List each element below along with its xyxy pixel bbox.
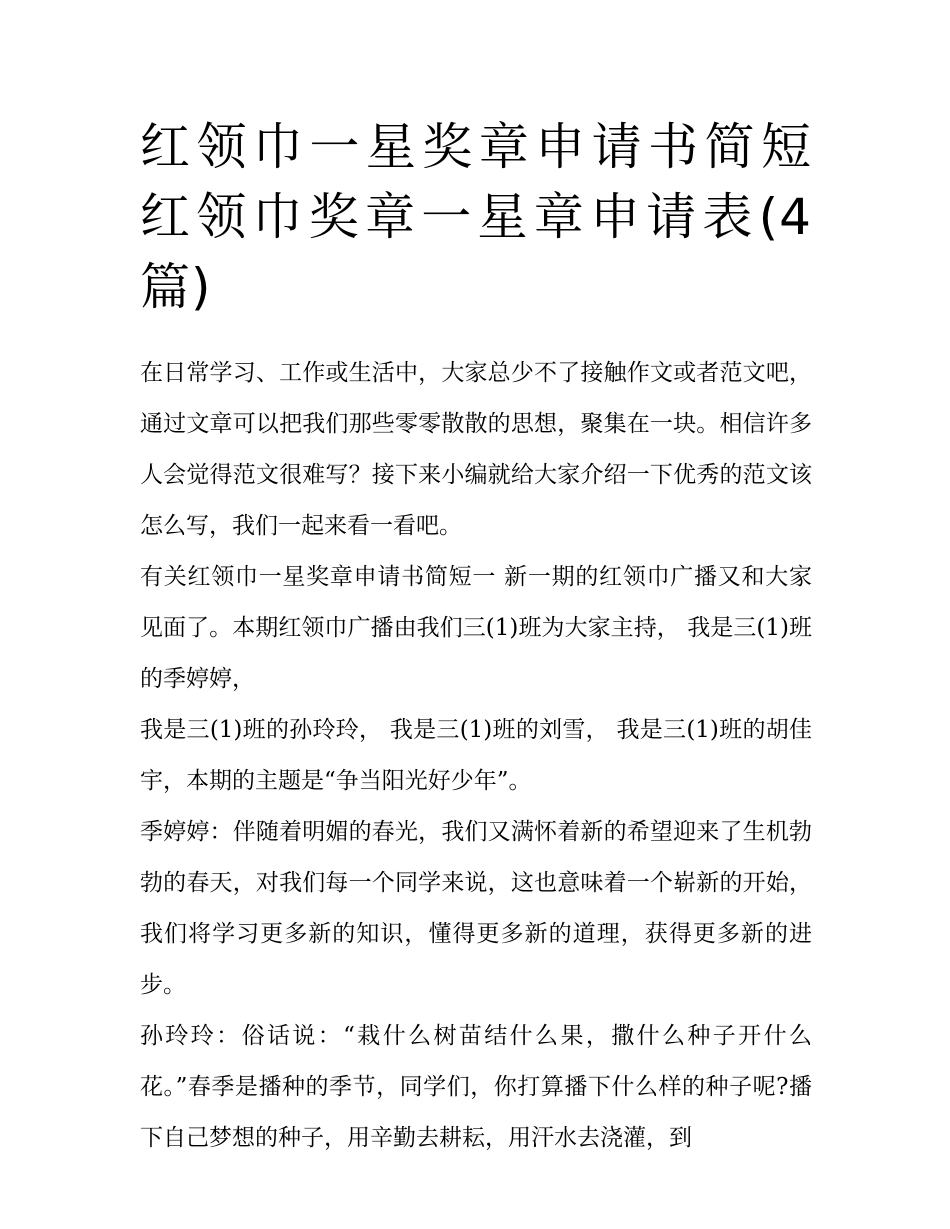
paragraph-ji-tingting: 季婷婷：伴随着明媚的春光，我们又满怀着新的希望迎来了生机勃勃的春天，对我们每一个同学来说，这也意味着一个崭新的开始，我们将学习更多新的知识，懂得更多新的道理，获得更多新的进步。 bbox=[140, 819, 812, 998]
paragraph-intro: 在日常学习、工作或生活中，大家总少不了接触作文或者范文吧，通过文章可以把我们那些零零散散的思想，聚集在一块。相信许多人会觉得范文很难写？接下来小编就给大家介绍一下优秀的范文该怎么写，我们一起来看一看吧。 bbox=[140, 360, 812, 539]
paragraph-hosts: 我是三(1)班的孙玲玲， 我是三(1)班的刘雪， 我是三(1)班的胡佳宇，本期的主题是“争当阳光好少年”。 bbox=[140, 717, 812, 794]
paragraph-sun-lingling: 孙玲玲：俗话说：“栽什么树苗结什么果，撒什么种子开什么花。”春季是播种的季节，同学们，你打算播下什么样的种子呢?播下自己梦想的种子，用辛勤去耕耘，用汗水去浇灌，到 bbox=[140, 1023, 812, 1151]
document-page bbox=[140, 112, 812, 1164]
document-body bbox=[140, 348, 812, 1164]
paragraph-broadcast-intro: 有关红领巾一星奖章申请书简短一 新一期的红领巾广播又和大家见面了。本期红领巾广播由我们三(1)班为大家主持， 我是三(1)班的季婷婷， bbox=[140, 564, 812, 692]
document-title: 红领巾一星奖章申请书简短 红领巾奖章一星章申请表(4篇) bbox=[140, 118, 812, 316]
